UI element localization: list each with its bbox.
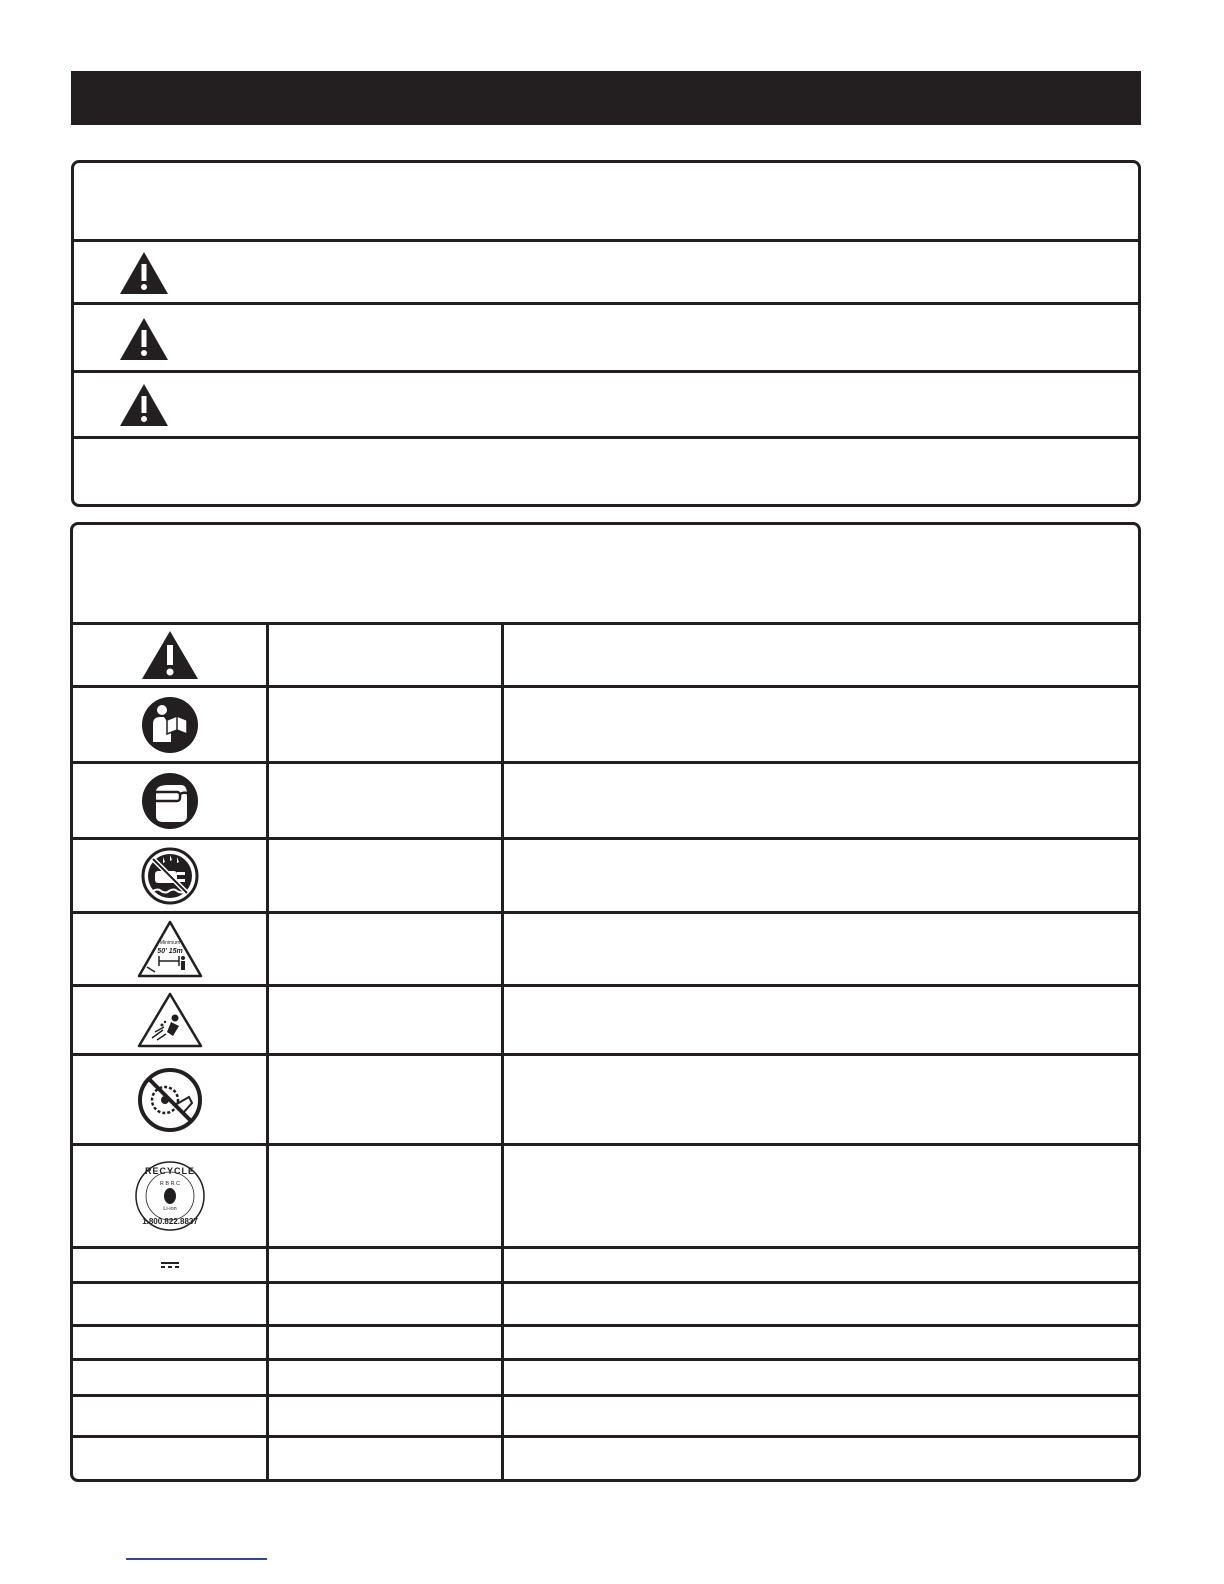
warning-triangle-icon [73,625,266,685]
svg-text:1.800.822.8837: 1.800.822.8837 [141,1217,198,1226]
divider [73,1394,1138,1397]
column-divider [501,622,504,1479]
no-blade-icon [73,1056,266,1143]
divider [73,1435,1138,1438]
no-rain-icon [73,840,266,911]
divider [74,370,1138,373]
divider [73,1281,1138,1284]
svg-text:50' 15m: 50' 15m [156,948,183,955]
svg-text:Li-ion: Li-ion [162,1206,177,1212]
divider [73,1358,1138,1361]
rbrc-recycle-icon [73,1146,266,1246]
read-manual-icon [73,688,266,761]
warning-triangle-icon [119,251,169,300]
divider [73,1324,1138,1327]
section-header-bar [71,71,1141,125]
direct-current-icon [73,1249,266,1281]
divider [74,436,1138,439]
svg-text:Minimum: Minimum [159,940,180,946]
keep-bystanders-away-icon [73,914,266,984]
warning-triangle-icon [119,317,169,366]
divider [74,302,1138,305]
symbols-table-panel [70,522,1141,1482]
warning-triangle-icon [119,383,169,432]
svg-text:R B R C: R B R C [159,1181,180,1187]
eye-protection-icon [73,764,266,837]
signal-words-panel [71,160,1141,507]
divider [74,239,1138,242]
ricochet-icon [73,987,266,1053]
footer-link[interactable] [126,1558,267,1560]
svg-text:RECYCLE: RECYCLE [144,1166,195,1176]
column-divider [266,622,269,1479]
